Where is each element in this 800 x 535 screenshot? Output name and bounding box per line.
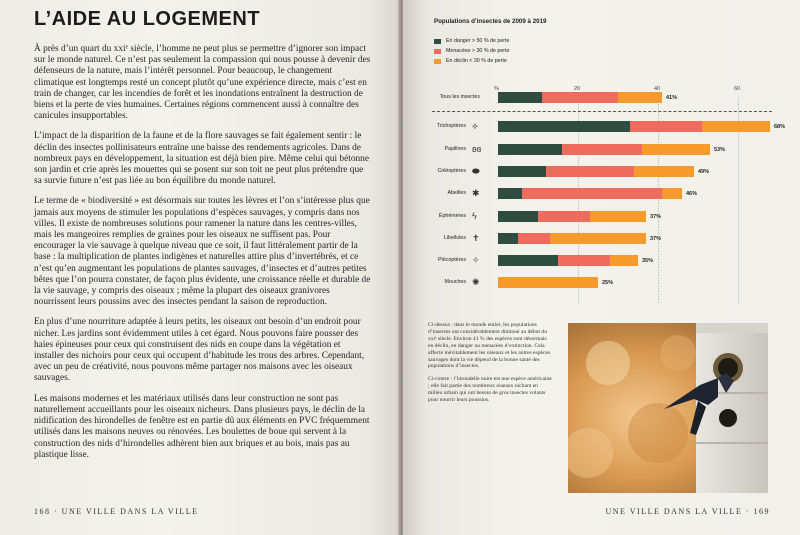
bar-segment bbox=[590, 211, 646, 222]
chart-title: Populations d’insectes de 2009 à 2019 bbox=[434, 18, 547, 25]
category-label: Trichoptères bbox=[436, 123, 466, 129]
bar-segment bbox=[498, 233, 518, 244]
caption-opposite: Ci-contre : l’hirondelle noire est une espèce américaine ; elle fait partie des nombreux oiseaux nichant en milieu urbain qui ont besoin de gros insectes volants pour nourrir leurs poussins. bbox=[428, 376, 552, 404]
bar-segment bbox=[498, 188, 522, 199]
bar-segment bbox=[498, 277, 598, 288]
category-label: Papillons bbox=[444, 146, 466, 152]
bar-total-label: 37% bbox=[650, 214, 662, 220]
bar-segment bbox=[662, 188, 682, 199]
caddisfly-icon: ⟡ bbox=[472, 121, 478, 131]
butterfly-icon: ʚɞ bbox=[472, 144, 482, 154]
bar-segment bbox=[498, 166, 546, 177]
bar-total-label: 41% bbox=[666, 95, 678, 101]
bar-segment bbox=[634, 166, 694, 177]
bar-segment bbox=[498, 121, 630, 132]
category-label: Abeilles bbox=[447, 190, 466, 196]
bar-segment bbox=[562, 144, 642, 155]
axis-unit-label: % bbox=[494, 86, 499, 92]
category-label: Plécoptères bbox=[438, 257, 466, 263]
bar-segment bbox=[498, 92, 542, 103]
legend-label: En danger > 50 % de perte bbox=[446, 38, 510, 44]
stonefly-icon: ✧ bbox=[472, 255, 480, 265]
beetle-icon: ⬬ bbox=[472, 166, 480, 176]
bar-segment bbox=[630, 121, 702, 132]
bar-segment bbox=[550, 233, 646, 244]
bar-total-label: 25% bbox=[602, 280, 614, 286]
fly-icon: ✺ bbox=[472, 277, 480, 287]
bar-total-label: 49% bbox=[698, 169, 710, 175]
bar-segment bbox=[610, 255, 638, 266]
chart-plot-area bbox=[420, 10, 786, 310]
bar-total-label: 68% bbox=[774, 124, 786, 130]
paragraph: L’impact de la disparition de la faune et de la flore sauvages se fait également sentir : le déclin des insectes pollinisateurs entraîne une baisse des rendements agricoles. Dans de nombreux pays en développement, la situation est déjà bien pire. Même celui qui bétonne son jardin et crie après les mouettes qui se posent sur son toit ne peut plus prétendre que sa survie future n’est pas liée au bon équilibre du monde naturel. bbox=[34, 131, 369, 187]
bar-segment bbox=[498, 211, 538, 222]
bar-total-label: 53% bbox=[714, 147, 726, 153]
caption-above: Ci-dessus : dans le monde entier, les populations d’insectes ont considérablement diminué au début du xxiᵉ siècle. Environ 41 % des espèces sont désormais en déclin, en danger ou menacées d’extinction. Cela affecte inévitablement les oiseaux et les autres espèces sauvages dont la vie dépend de la bonne santé des populations d’insectes. bbox=[428, 322, 551, 370]
bar-segment bbox=[642, 144, 710, 155]
paragraph: Le terme de « biodiversité » est désormais sur toutes les lèvres et l’on s’intéresse plus que jamais aux moyens de stimuler les populations d’espèces sauvages, y compris dans nos villes. Il existe de nombreuses solutions pour ramener la nature dans les centres-villes, mais les mangeoires remplies de graines pour les oiseaux ne suffisent pas. Pour encourager la vie sauvage à quelque niveau que ce soit, il faut littéralement partir de la base : la multiplication de plantes indigènes et naturelles attire plus d’invertébrés, et ce n’est qu’en augmentant les populations de plantes sauvages, d’insectes et d’autres petites bêtes que l’on pourra constater, de façon plus évidente, une croissance réelle et durable de la vie sauvage, y compris des oiseaux ; même la plupart des oiseaux granivores nourrissent leurs poussins avec des insectes pendant la saison de reproduction. bbox=[34, 196, 371, 308]
dragonfly-icon: ✝ bbox=[472, 233, 480, 243]
right-folio: UNE VILLE DANS LA VILLE · 169 bbox=[605, 507, 770, 516]
bar-segment bbox=[498, 255, 558, 266]
bar-segment bbox=[498, 144, 562, 155]
bar-segment bbox=[546, 166, 634, 177]
bar-segment bbox=[558, 255, 610, 266]
caption bbox=[428, 322, 552, 410]
legend-label: Menacées > 30 % de perte bbox=[446, 48, 510, 54]
bar-segment bbox=[618, 92, 662, 103]
chart-divider bbox=[432, 111, 772, 112]
x-tick-label: 60 bbox=[734, 86, 741, 92]
bar-total-label: 46% bbox=[686, 191, 698, 197]
bee-icon: ✱ bbox=[472, 188, 480, 198]
left-folio: 168 · UNE VILLE DANS LA VILLE bbox=[34, 507, 199, 516]
bar-segment bbox=[538, 211, 590, 222]
legend-label: En déclin < 30 % de perte bbox=[446, 58, 507, 64]
page-title: L’AIDE AU LOGEMENT bbox=[34, 8, 261, 30]
bar-segment bbox=[522, 188, 662, 199]
swallow-photo bbox=[568, 323, 768, 493]
category-label: Coléoptères bbox=[437, 168, 466, 174]
bar-segment bbox=[518, 233, 550, 244]
body-text bbox=[34, 44, 372, 470]
category-label: Tous les insectes bbox=[439, 94, 480, 100]
bar-total-label: 37% bbox=[650, 236, 662, 242]
category-label: Libellules bbox=[443, 235, 466, 241]
paragraph: À près d’un quart du xxiᵉ siècle, l’homme ne peut plus se permettre d’ignorer son impact sur le monde naturel. Ce n’est pas seulement la compassion qui nous pousse à devenir des défenseurs de la nature, mais l’intérêt personnel. Pour beaucoup, le changement climatique est longtemps resté un concept plutôt qu’une expérience directe, mais c’est en train de changer, car les incendies de forêt et les inondations entraînent la destruction de biens et la perte de vies humaines. Certaines régions commencent aussi à connaître des canicules insupportables. bbox=[34, 44, 371, 122]
x-tick-label: 20 bbox=[574, 86, 581, 92]
bar-segment bbox=[542, 92, 618, 103]
x-tick-label: 40 bbox=[654, 86, 661, 92]
bar-total-label: 35% bbox=[642, 258, 654, 264]
category-label: Mouches bbox=[444, 279, 466, 285]
category-label: Éphémères bbox=[438, 213, 466, 219]
paragraph: En plus d’une nourriture adaptée à leurs petits, les oiseaux ont besoin d’un endroit pour nicher. Les jardins sont évidemment utiles à cet égard. Nous pouvons faire pousser des haies épineuses pour ceux qui construisent des nids en coupe dans la végétation et installer des nichoirs pour ceux qui occupent d’habitude les trous des arbres. Cependant, avec un peu de créativité, nous pouvons même partager nos maisons avec les oiseaux sauvages. bbox=[34, 317, 365, 384]
paragraph: Les maisons modernes et les matériaux utilisés dans leur construction ne sont pas naturellement accueillants pour les oiseaux nicheurs. Dans plusieurs pays, le déclin de la nidification des hirondelles de fenêtre est en partie dû aux éléments en PVC fréquemment utilisés dans les maisons neuves ou rénovées. Les boulettes de boue qui servent à la construction des nids d’hirondelles adhèrent bien aux briques et au bois, mais pas au plastique lisse. bbox=[34, 393, 370, 460]
bar-segment bbox=[702, 121, 770, 132]
insect-chart bbox=[420, 10, 786, 310]
mayfly-icon: ϟ bbox=[472, 211, 477, 221]
